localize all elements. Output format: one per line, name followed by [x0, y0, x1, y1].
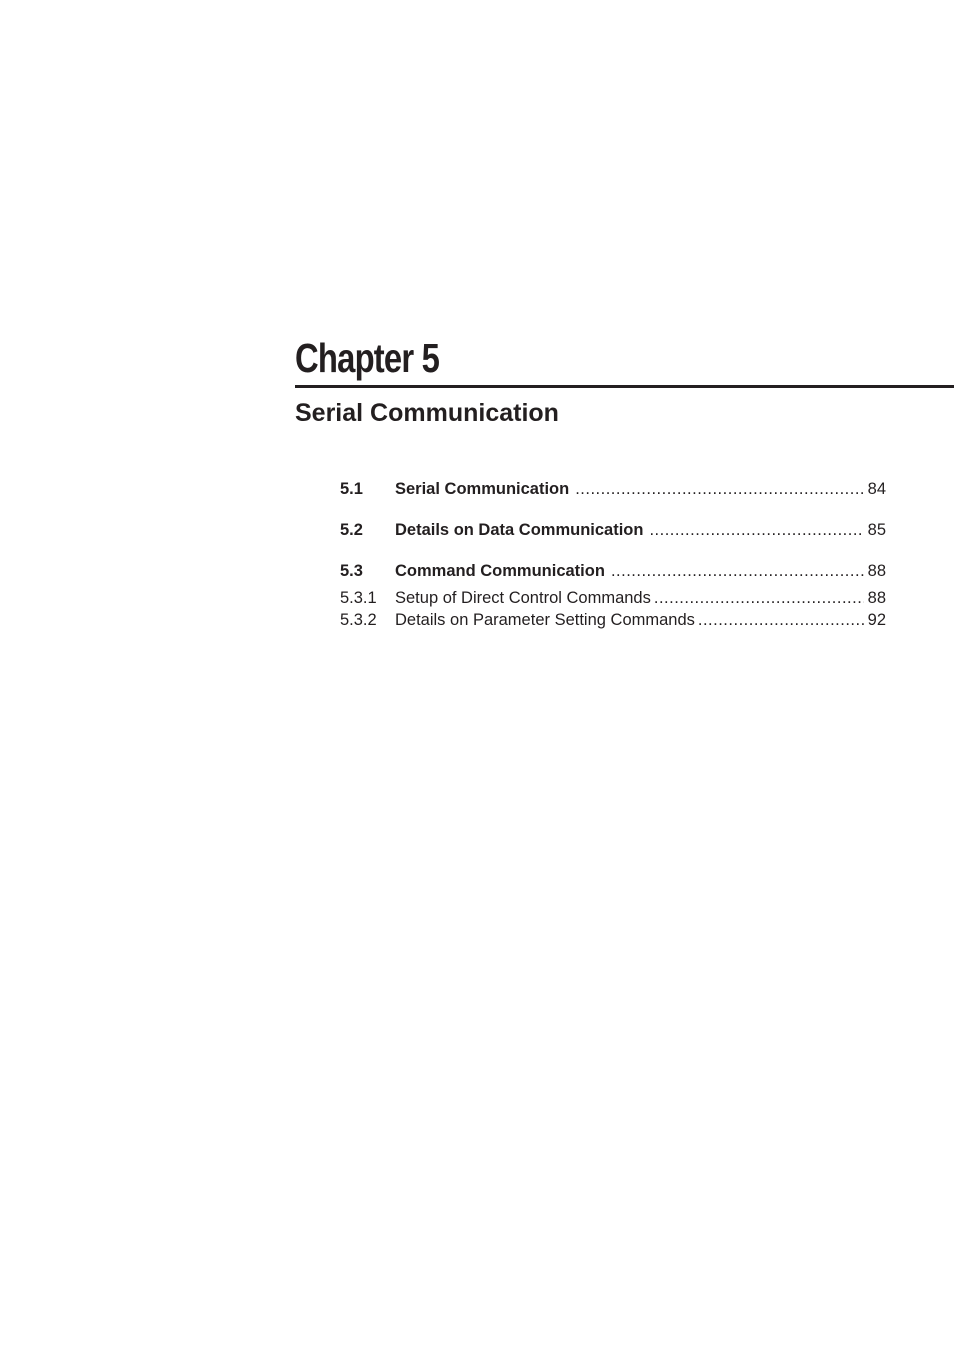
toc-entry-number: 5.3: [340, 562, 363, 580]
toc-entry-number: 5.3.2: [340, 611, 377, 629]
toc-entry-number: 5.2: [340, 521, 363, 539]
table-of-contents: [340, 0, 886, 1351]
toc-entry-title: Setup of Direct Control Commands: [395, 589, 651, 607]
toc-dot-leader: [649, 519, 863, 541]
toc-entry-page: 85: [867, 521, 886, 539]
chapter-title: Chapter 5: [295, 335, 440, 381]
toc-dot-leader: [575, 478, 863, 500]
toc-entry-5-1[interactable]: [340, 478, 886, 500]
toc-entry-page: 84: [867, 480, 886, 498]
toc-entry-page: 92: [867, 611, 886, 629]
toc-dot-leader: [698, 609, 864, 631]
toc-entry-number: 5.1: [340, 480, 363, 498]
toc-entry-5-3[interactable]: [340, 560, 886, 582]
toc-entry-number: 5.3.1: [340, 589, 377, 607]
toc-entry-page: 88: [867, 562, 886, 580]
toc-entry-title: Details on Data Communication: [395, 521, 644, 539]
toc-entry-title: Details on Parameter Setting Commands: [395, 611, 695, 629]
toc-dot-leader: [654, 587, 864, 609]
toc-entry-page: 88: [867, 589, 886, 607]
toc-entry-5-3-1[interactable]: [340, 587, 886, 609]
toc-dot-leader: [611, 560, 864, 582]
toc-entry-5-3-2[interactable]: [340, 609, 886, 631]
toc-entry-5-2[interactable]: [340, 519, 886, 541]
chapter-subtitle: Serial Communication: [295, 399, 559, 427]
toc-entry-title: Command Communication: [395, 562, 605, 580]
toc-entry-title: Serial Communication: [395, 480, 570, 498]
